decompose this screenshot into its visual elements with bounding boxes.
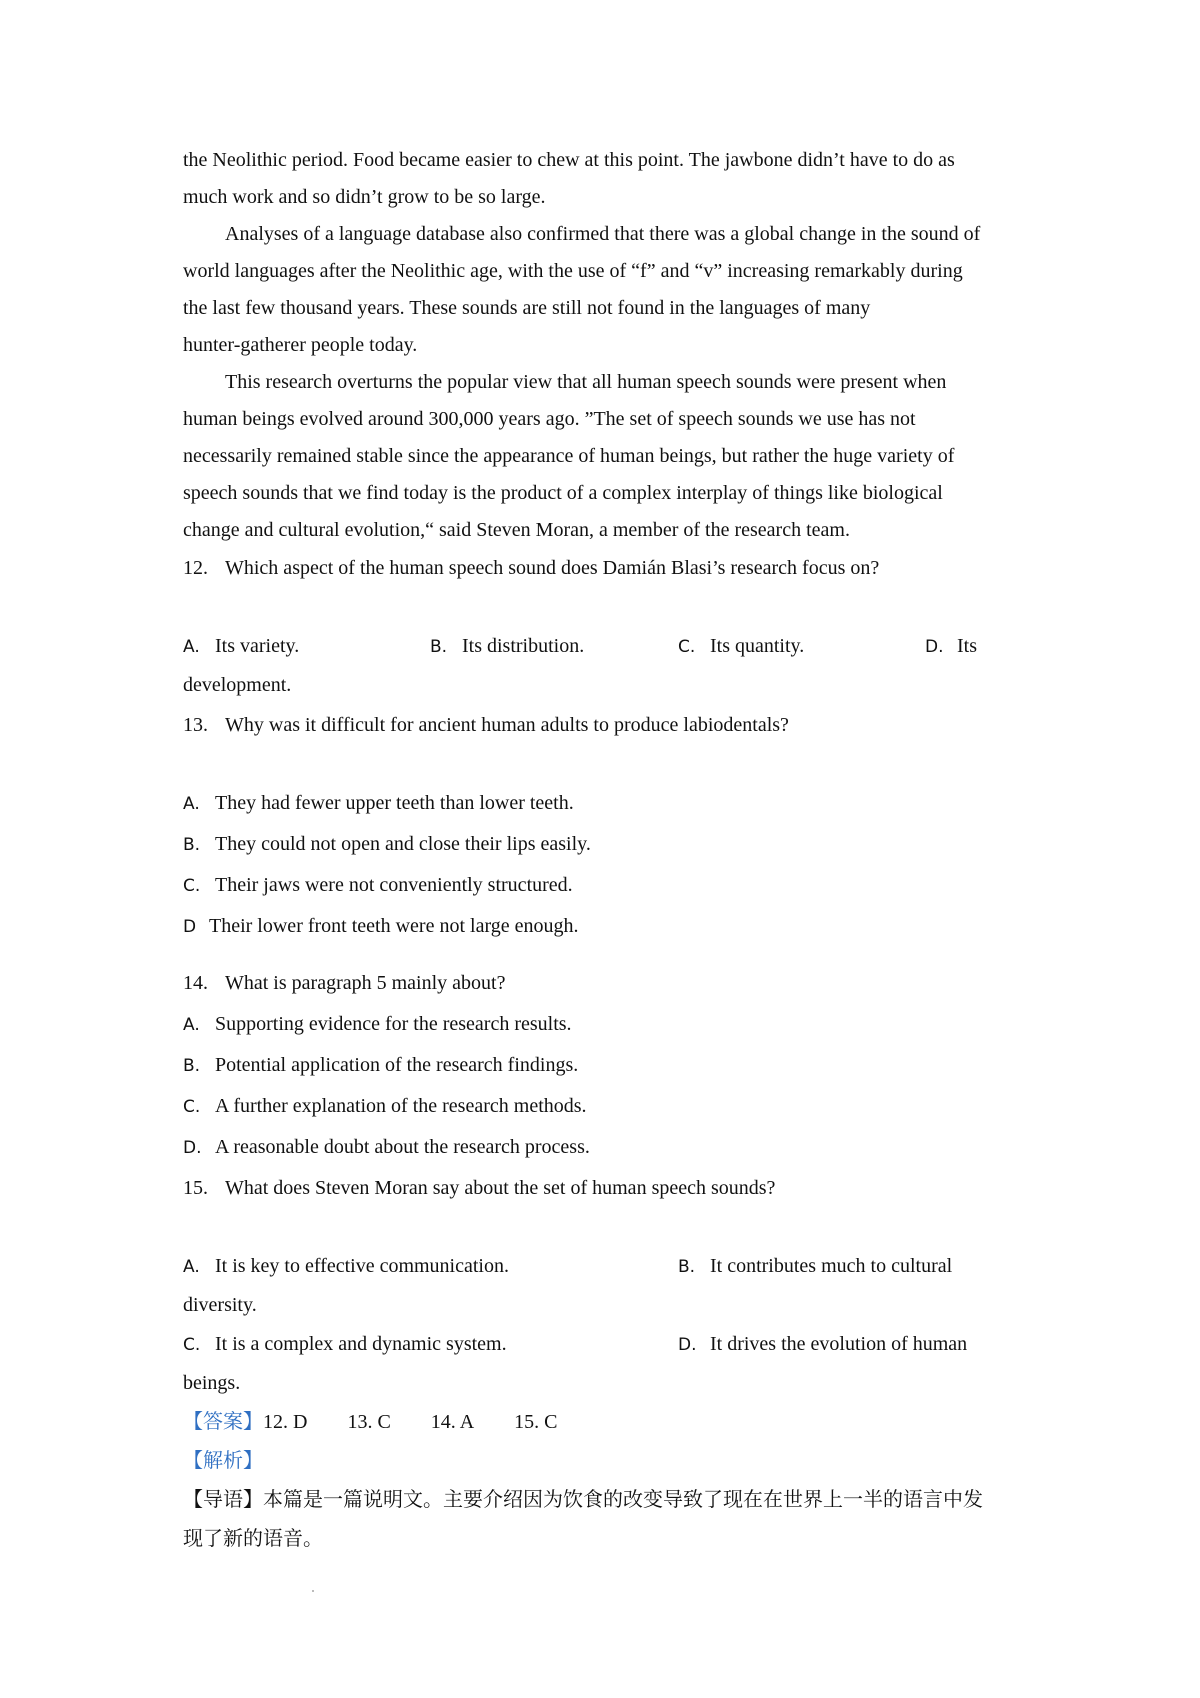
- question-15: [183, 1174, 1043, 1202]
- option-text: Its quantity.: [710, 635, 805, 657]
- question-text: What does Steven Moran say about the set of human speech sounds?: [225, 1177, 776, 1199]
- passage-line: change and cultural evolution,“ said Steven Moran, a member of the research team.: [183, 519, 850, 541]
- option-b: [183, 830, 1043, 859]
- option-text: Its: [957, 635, 977, 657]
- option-d: [678, 1330, 967, 1359]
- intro-line: 现了新的语音。: [183, 1526, 323, 1550]
- question-text: Why was it difficult for ancient human adults to produce labiodentals?: [225, 714, 789, 736]
- passage-line: the last few thousand years. These sounds are still not found in the languages of many: [183, 297, 871, 319]
- option-letter: A.: [183, 637, 200, 657]
- option-text: Its variety.: [215, 635, 300, 657]
- passage-line: speech sounds that we find today is the product of a complex interplay of things like biological: [183, 482, 943, 504]
- analysis-row: [183, 1446, 1043, 1475]
- option-letter: C.: [183, 1097, 201, 1117]
- question-13: [183, 711, 1043, 739]
- option-letter: D.: [925, 637, 944, 657]
- answer-item: 14. A: [430, 1411, 475, 1433]
- question-text: Which aspect of the human speech sound does Damián Blasi’s research focus on?: [225, 557, 880, 579]
- option-d: [183, 1133, 1043, 1162]
- option-a: [183, 1252, 509, 1281]
- option-text: They could not open and close their lips easily.: [215, 833, 591, 855]
- passage-line: human beings evolved around 300,000 years ago. ”The set of speech sounds we use has not: [183, 408, 916, 430]
- option-letter: B.: [678, 1257, 696, 1277]
- option-c: [183, 871, 1043, 900]
- option-letter: D: [183, 917, 197, 937]
- answer-item: 13. C: [347, 1411, 391, 1433]
- option-text: Their jaws were not conveniently structured.: [215, 874, 573, 896]
- option-letter: A.: [183, 1015, 200, 1035]
- option-d: [183, 912, 1043, 941]
- answer-label: 【答案】: [183, 1409, 263, 1433]
- option-text: Its distribution.: [462, 635, 585, 657]
- option-a: [183, 1010, 1043, 1039]
- option-letter: A.: [183, 1257, 200, 1277]
- option-text: It drives the evolution of human: [710, 1333, 968, 1355]
- option-wrap: development.: [183, 674, 292, 696]
- question-number: 15.: [183, 1177, 208, 1199]
- option-text: Supporting evidence for the research results.: [215, 1013, 572, 1035]
- option-wrap: beings.: [183, 1372, 241, 1394]
- question-number: 12.: [183, 557, 208, 579]
- passage-line: much work and so didn’t grow to be so large.: [183, 186, 546, 208]
- option-wrap: diversity.: [183, 1294, 257, 1316]
- option-b: [430, 632, 584, 661]
- option-c: [183, 1330, 507, 1359]
- option-letter: C.: [678, 637, 696, 657]
- passage-line: world languages after the Neolithic age, with the use of “f” and “v” increasing remarkably during: [183, 260, 963, 282]
- intro-text: 本篇是一篇说明文。主要介绍因为饮食的改变导致了现在在世界上一半的语言中发: [263, 1487, 983, 1511]
- intro-line: [183, 1485, 1043, 1513]
- passage-line: hunter-gatherer people today.: [183, 334, 418, 356]
- option-text: A further explanation of the research methods.: [215, 1095, 587, 1117]
- question-number: 13.: [183, 714, 208, 736]
- passage-line: This research overturns the popular view that all human speech sounds were present when: [225, 371, 947, 393]
- option-b: [183, 1051, 1043, 1080]
- option-letter: A.: [183, 794, 200, 814]
- answer-item: 15. C: [514, 1411, 558, 1433]
- passage-line: the Neolithic period. Food became easier to chew at this point. The jawbone didn’t have to do as: [183, 149, 955, 171]
- intro-label: 【导语】: [183, 1487, 263, 1511]
- option-b: [678, 1252, 952, 1281]
- option-letter: B.: [183, 1056, 201, 1076]
- option-letter: D.: [183, 1138, 202, 1158]
- option-letter: B.: [430, 637, 448, 657]
- stray-mark: [312, 1590, 314, 1592]
- question-text: What is paragraph 5 mainly about?: [225, 972, 506, 994]
- option-letter: B.: [183, 835, 201, 855]
- passage-line: necessarily remained stable since the appearance of human beings, but rather the huge variety of: [183, 445, 955, 467]
- answer-item: 12. D: [263, 1411, 308, 1433]
- question-number: 14.: [183, 972, 208, 994]
- option-text: Potential application of the research findings.: [215, 1054, 579, 1076]
- option-letter: D.: [678, 1335, 697, 1355]
- option-a: [183, 632, 299, 661]
- analysis-label: 【解析】: [183, 1448, 263, 1472]
- question-14: [183, 969, 1043, 997]
- option-d: [925, 632, 977, 661]
- option-text: It is key to effective communication.: [215, 1255, 509, 1277]
- option-letter: C.: [183, 876, 201, 896]
- option-text: They had fewer upper teeth than lower teeth.: [215, 792, 574, 814]
- option-a: [183, 789, 1043, 818]
- question-12: [183, 554, 1043, 582]
- option-text: Their lower front teeth were not large enough.: [209, 915, 579, 937]
- option-text: It contributes much to cultural: [710, 1255, 953, 1277]
- option-c: [678, 632, 804, 661]
- passage-line: Analyses of a language database also confirmed that there was a global change in the sound of: [225, 223, 981, 245]
- option-text: It is a complex and dynamic system.: [215, 1333, 507, 1355]
- option-text: A reasonable doubt about the research process.: [215, 1136, 590, 1158]
- answer-row: [183, 1407, 1043, 1436]
- option-c: [183, 1092, 1043, 1121]
- option-letter: C.: [183, 1335, 201, 1355]
